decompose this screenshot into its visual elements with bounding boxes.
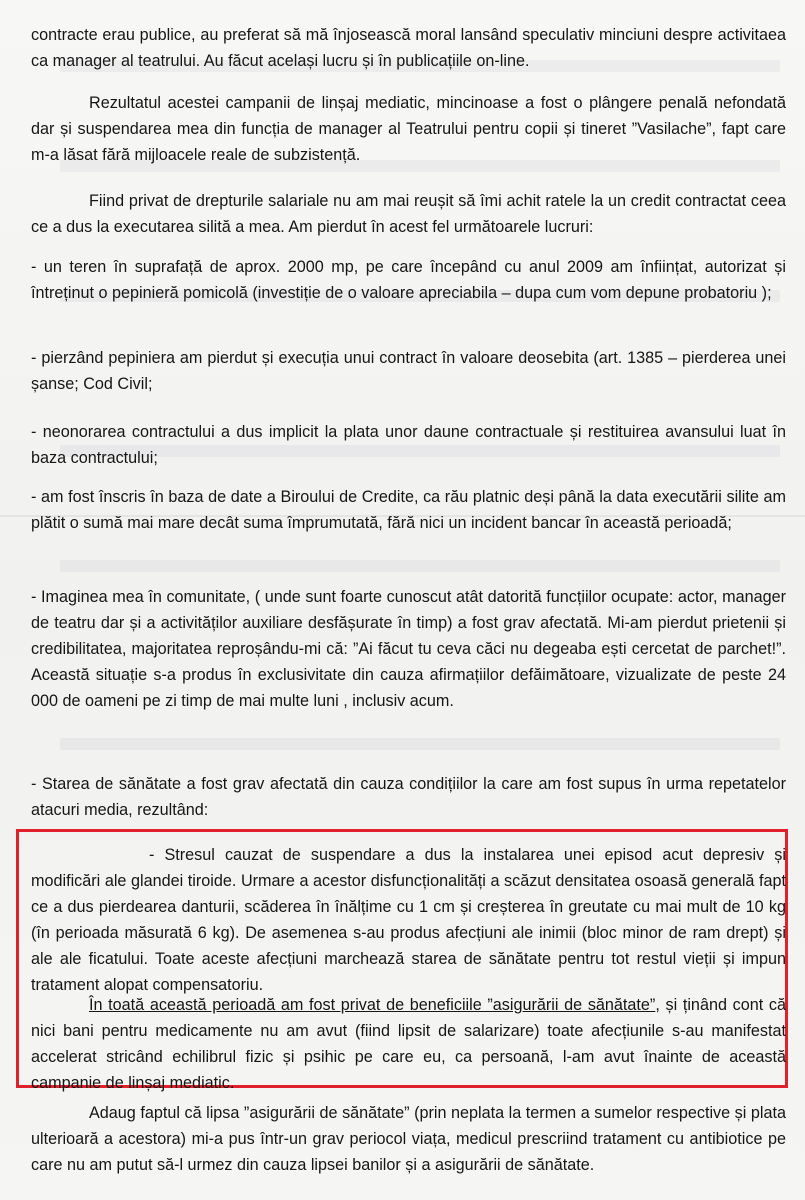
paragraph-salary: Fiind privat de drepturile salariale nu am mai reușit să îmi achit ratele la un credit contractat ceea ce a dus la executarea silită a mea. Am pierdut în acest fel următoarele lucruri:: [31, 192, 786, 236]
list-item-contract: - pierzând pepiniera am pierdut și execuția unui contract în valoare deosebita (art. 1385 – pierderea unei șanse; Cod Civil;: [31, 349, 786, 393]
paragraph-health-intro: - Starea de sănătate a fost grav afectată din cauza condițiilor la care am fost supus în urma repetatelor atacuri media, rezultând:: [31, 775, 786, 819]
paragraph-health-effects: - Stresul cauzat de suspendare a dus la instalarea unei episod acut depresiv și modificări ale glandei tiroide. Urmare a acestor disfuncționalități a scăzut densitatea osoasă generală fapt ce a dus pierdearea danturii, scăderea în înălțime cu 1 cm și creșterea în greutate cu mai mult de 10 kg (în perioada măsurată 6 kg). De asemenea s-au produs afecțiuni ale inimii (bloc minor de ram drept) și ale ale ficatului. Toate aceste afecțiuni marchează starea de sănătate pentru tot restul vieții și impun tratament alopat compensatoriu.: [31, 846, 786, 994]
show-through-text: [60, 738, 780, 750]
list-item-credit-bureau: - am fost înscris în baza de date a Biroului de Credite, ca rău platnic deși până la data executării silite am plătit o sumă mai mare decât suma împrumutată, fără nici un incident bancar în această perioadă;: [31, 488, 786, 532]
paragraph-intro: contracte erau publice, au preferat să mă înjosească moral lansând speculativ minciuni despre activitaea ca manager al teatrului. Au făcut același lucru și în publicațiile on-line.: [31, 26, 786, 70]
list-item-land: - un teren în suprafață de aprox. 2000 mp, pe care începând cu anul 2009 am înființat, autorizat și întreținut o pepinieră pomicolă (investiție de o valoare apreciabila – dupa cum vom depune probatoriu );: [31, 258, 786, 302]
show-through-text: [60, 560, 780, 572]
list-item-damages: - neonorarea contractului a dus implicit la plata unor daune contractuale și restituirea avansului luat în baza contractului;: [31, 423, 786, 467]
underlined-statement: În toată această perioadă am fost privat de beneficiile ”asigurării de sănătate”: [89, 996, 656, 1014]
insurance-rest: , și ținând cont că nici bani pentru medicamente nu am avut (fiind lipsit de salarizare) toate afecțiunile s-au manifestat accelerat stricând echilibrul fizic și psihic pe care eu, ca persoană, l-am avut înainte de această campanie de linșaj mediatic.: [31, 996, 786, 1092]
list-item-reputation: - Imaginea mea în comunitate, ( unde sunt foarte cunoscut atât datorită funcțiilor ocupate: actor, manager de teatru dar și a activităților auxiliare desfășurate în timp) a fost grav afectată. Mi-am pierdut prietenii și credibilitatea, majoritatea reproșându-mi că: ”Ai făcut tu ceva căci nu degeaba ești cercetat de parchet!”. Această situație s-a produs în exclusivitate din cauza afirmațiilor defăimătoare, vizualizate de peste 24 000 de oameni pe zi timp de mai multe luni , inclusiv acum.: [31, 588, 786, 710]
paragraph-insurance: [31, 992, 786, 1096]
paragraph-conclusion: Adaug faptul că lipsa ”asigurării de sănătate” (prin neplata la termen a sumelor respective și plata ulterioară a acestora) mi-a pus într-un grav periocol viața, medicul prescriind tratament cu antibiotice pe care nu am putut să-l urmez din cauza lipsei banilor și a asigurării de sănătate.: [31, 1104, 786, 1174]
paragraph-campaign: Rezultatul acestei campanii de linșaj mediatic, mincinoase a fost o plângere penală nefondată dar și suspendarea mea din funcția de manager al Teatrului pentru copii și tineret ”Vasilache”, fapt care m-a lăsat fără mijloacele reale de subzistență.: [31, 94, 786, 164]
